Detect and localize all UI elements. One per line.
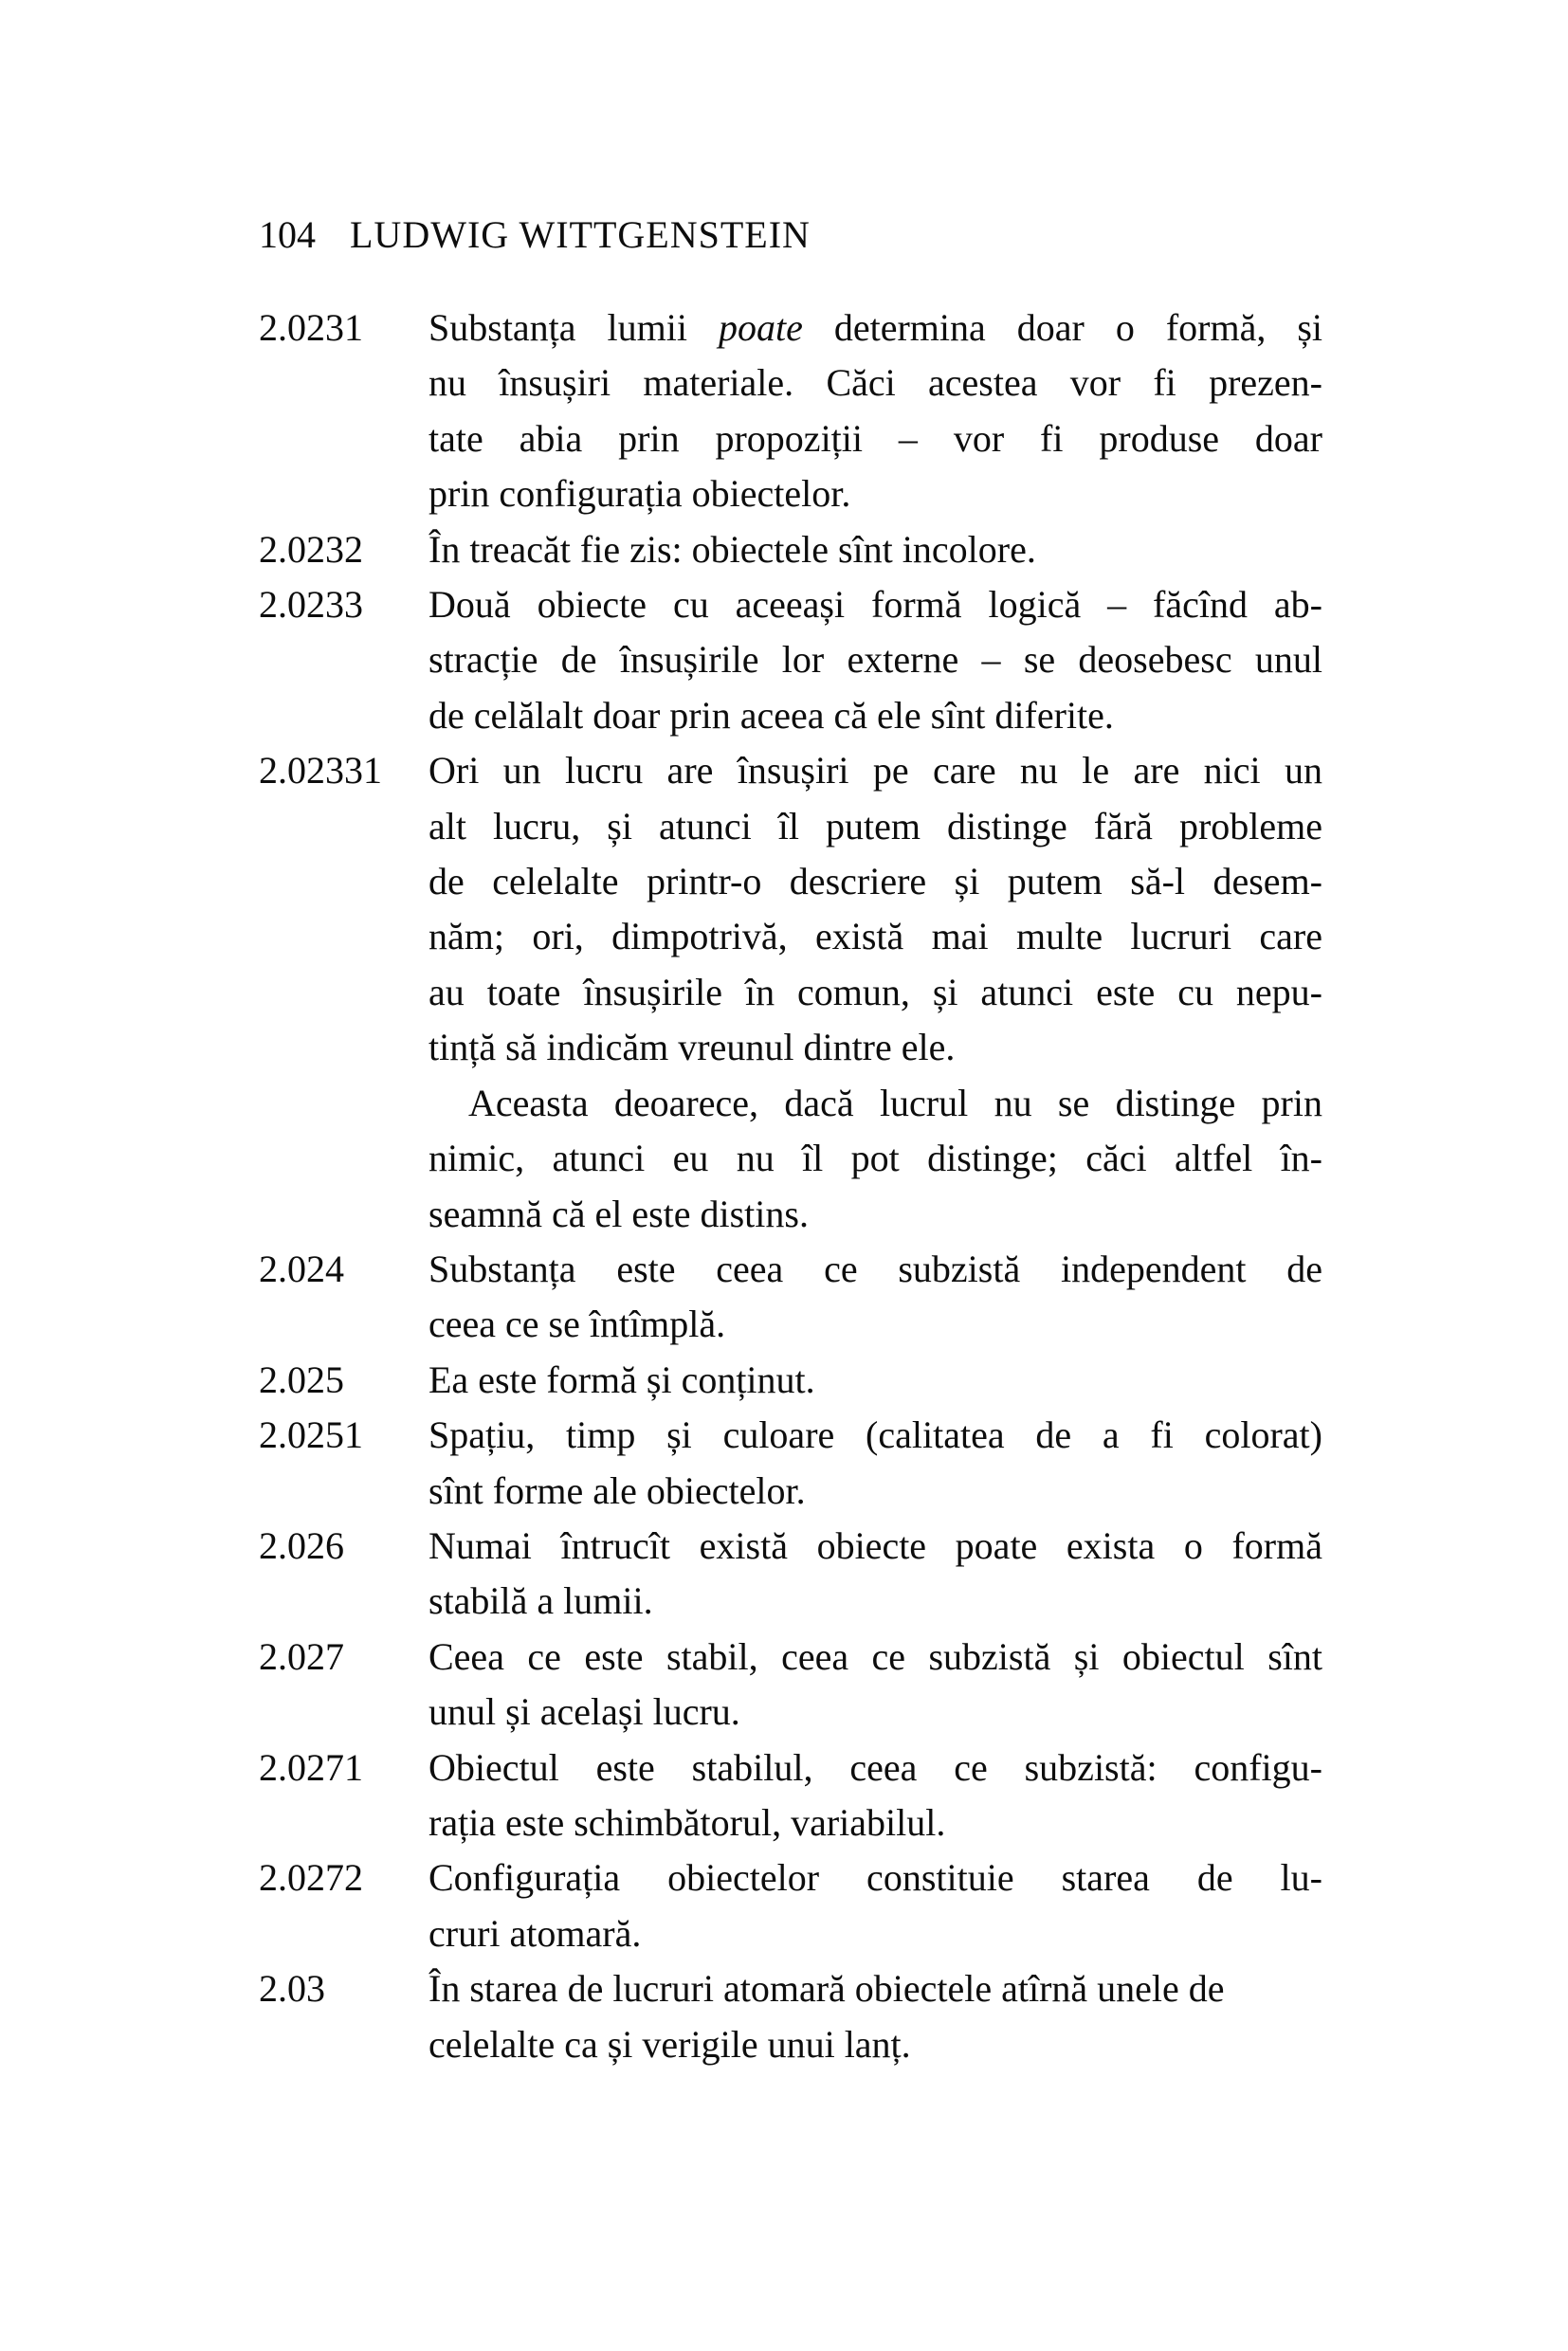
proposition-number: 2.0251 [259, 1413, 363, 1457]
text-segment: tință să indicăm vreunul dintre ele. [428, 1026, 956, 1069]
proposition-row [259, 743, 1322, 1242]
proposition-text [428, 1850, 1322, 1961]
text-block [428, 1961, 1322, 2072]
text-line [428, 1076, 1322, 1131]
text-line [428, 1740, 1322, 1795]
text-segment: Configurația obiectelor constituie starea de lu- [428, 1856, 1322, 1900]
text-line [428, 1906, 1322, 1961]
text-segment: ceea ce se întîmplă. [428, 1303, 726, 1346]
text-line [428, 1242, 1322, 1297]
proposition-number: 2.03 [259, 1967, 325, 2011]
text-block [428, 1408, 1322, 1519]
proposition-text [428, 1519, 1322, 1630]
proposition-number: 2.0231 [259, 306, 363, 349]
text-block [428, 1850, 1322, 1961]
proposition-row [259, 1242, 1322, 1353]
proposition-number: 2.025 [259, 1358, 344, 1401]
proposition-number: 2.0232 [259, 527, 363, 571]
page-content [259, 213, 1322, 2072]
text-line [428, 632, 1322, 687]
text-line [428, 1961, 1322, 2016]
text-line [428, 522, 1322, 577]
text-block [428, 301, 1322, 522]
text-line [428, 799, 1322, 854]
proposition-row [259, 1850, 1322, 1961]
text-block [428, 743, 1322, 1075]
text-line [428, 688, 1322, 743]
text-line [428, 1408, 1322, 1463]
text-line [428, 743, 1322, 798]
text-line [428, 1630, 1322, 1685]
text-block [428, 577, 1322, 743]
proposition-text [428, 1353, 1322, 1408]
proposition-number: 2.027 [259, 1634, 344, 1678]
proposition-row [259, 522, 1322, 577]
text-segment: celelalte ca și verigile unui lanț. [428, 2022, 911, 2066]
proposition-text [428, 301, 1322, 522]
proposition-text [428, 743, 1322, 1242]
proposition-number: 2.0271 [259, 1745, 363, 1789]
text-segment: nu însușiri materiale. Căci acestea vor fi prezen- [428, 361, 1322, 405]
proposition-row [259, 1408, 1322, 1519]
proposition-row [259, 1740, 1322, 1851]
text-segment: cruri atomară. [428, 1911, 642, 1955]
running-title: LUDWIG WITTGENSTEIN [350, 213, 811, 256]
text-segment: năm; ori, dimpotrivă, există mai multe lucruri care [428, 915, 1322, 958]
proposition-number: 2.0233 [259, 583, 363, 627]
text-line [428, 1297, 1322, 1352]
proposition-number: 2.02331 [259, 749, 382, 793]
proposition-text [428, 1740, 1322, 1851]
proposition-number: 2.026 [259, 1523, 344, 1567]
proposition-text [428, 577, 1322, 743]
text-segment: tate abia prin propoziții – vor fi produse doar [428, 416, 1322, 460]
text-block [428, 1242, 1322, 1353]
text-block [428, 1740, 1322, 1851]
text-segment: stracție de însușirile lor externe – se deosebesc unul [428, 638, 1322, 682]
text-line [428, 1795, 1322, 1850]
text-line [428, 965, 1322, 1020]
proposition-row [259, 1961, 1322, 2072]
text-line [428, 1131, 1322, 1186]
proposition-text [428, 1242, 1322, 1353]
text-segment: Ea este formă și conținut. [428, 1358, 815, 1401]
text-block [428, 522, 1322, 577]
text-block [428, 1630, 1322, 1740]
text-line [428, 301, 1322, 355]
text-line [428, 355, 1322, 410]
proposition-number: 2.024 [259, 1247, 344, 1290]
text-line [428, 1685, 1322, 1740]
text-segment: unul și același lucru. [428, 1690, 740, 1734]
text-line [428, 1020, 1322, 1075]
text-segment: stabilă a lumii. [428, 1579, 653, 1623]
proposition-text [428, 522, 1322, 577]
text-segment: prin configurația obiectelor. [428, 472, 851, 516]
text-block [428, 1519, 1322, 1630]
text-segment: nimic, atunci eu nu îl pot distinge; căci altfel în- [428, 1137, 1322, 1180]
text-segment: Obiectul este stabilul, ceea ce subzistă: configu- [428, 1745, 1322, 1789]
text-block [428, 1076, 1322, 1242]
text-segment: Substanța lumii [428, 306, 719, 349]
text-segment: Aceasta deoarece, dacă lucrul nu se distinge prin [468, 1081, 1322, 1124]
text-line [428, 1187, 1322, 1242]
proposition-row [259, 577, 1322, 743]
proposition-number: 2.0272 [259, 1856, 363, 1900]
proposition-row [259, 301, 1322, 522]
text-line [428, 909, 1322, 964]
text-segment: seamnă că el este distins. [428, 1192, 809, 1235]
text-segment: determina doar o formă, și [802, 306, 1322, 349]
proposition-text [428, 1630, 1322, 1740]
text-segment: alt lucru, și atunci îl putem distinge fără probleme [428, 804, 1322, 847]
text-segment: Substanța este ceea ce subzistă independent de [428, 1247, 1322, 1290]
text-line [428, 1850, 1322, 1905]
text-line [428, 411, 1322, 466]
text-line [428, 466, 1322, 521]
text-segment: Două obiecte cu aceeași formă logică – făcînd ab- [428, 583, 1322, 627]
text-segment: În treacăt fie zis: obiectele sînt incolore. [428, 527, 1036, 571]
text-line [428, 1519, 1322, 1574]
text-segment: În starea de lucruri atomară obiectele atîrnă unele de [428, 1967, 1225, 2011]
propositions [259, 301, 1322, 2072]
text-line [428, 1353, 1322, 1408]
text-segment: de celălalt doar prin aceea că ele sînt diferite. [428, 693, 1114, 737]
text-segment: au toate însușirile în comun, și atunci este cu nepu- [428, 970, 1322, 1013]
text-segment: Spațiu, timp și culoare (calitatea de a fi colorat) [428, 1413, 1322, 1457]
page-number: 104 [259, 213, 316, 256]
text-line [428, 854, 1322, 909]
text-segment: Ori un lucru are însușiri pe care nu le are nici un [428, 749, 1322, 793]
proposition-text [428, 1961, 1322, 2072]
text-block [428, 1353, 1322, 1408]
text-line [428, 2017, 1322, 2072]
text-segment: de celelalte printr-o descriere și putem să-l desem- [428, 860, 1322, 903]
text-line [428, 577, 1322, 632]
proposition-row [259, 1353, 1322, 1408]
text-line [428, 1574, 1322, 1629]
text-segment: Numai întrucît există obiecte poate exista o formă [428, 1523, 1322, 1567]
text-segment: sînt forme ale obiectelor. [428, 1468, 806, 1512]
proposition-row [259, 1519, 1322, 1630]
text-segment: rația este schimbătorul, variabilul. [428, 1800, 946, 1844]
italic-text: poate [718, 306, 803, 349]
proposition-row [259, 1630, 1322, 1740]
proposition-text [428, 1408, 1322, 1519]
text-line [428, 1464, 1322, 1519]
page-header [259, 213, 1322, 256]
text-segment: Ceea ce este stabil, ceea ce subzistă și obiectul sînt [428, 1634, 1322, 1678]
